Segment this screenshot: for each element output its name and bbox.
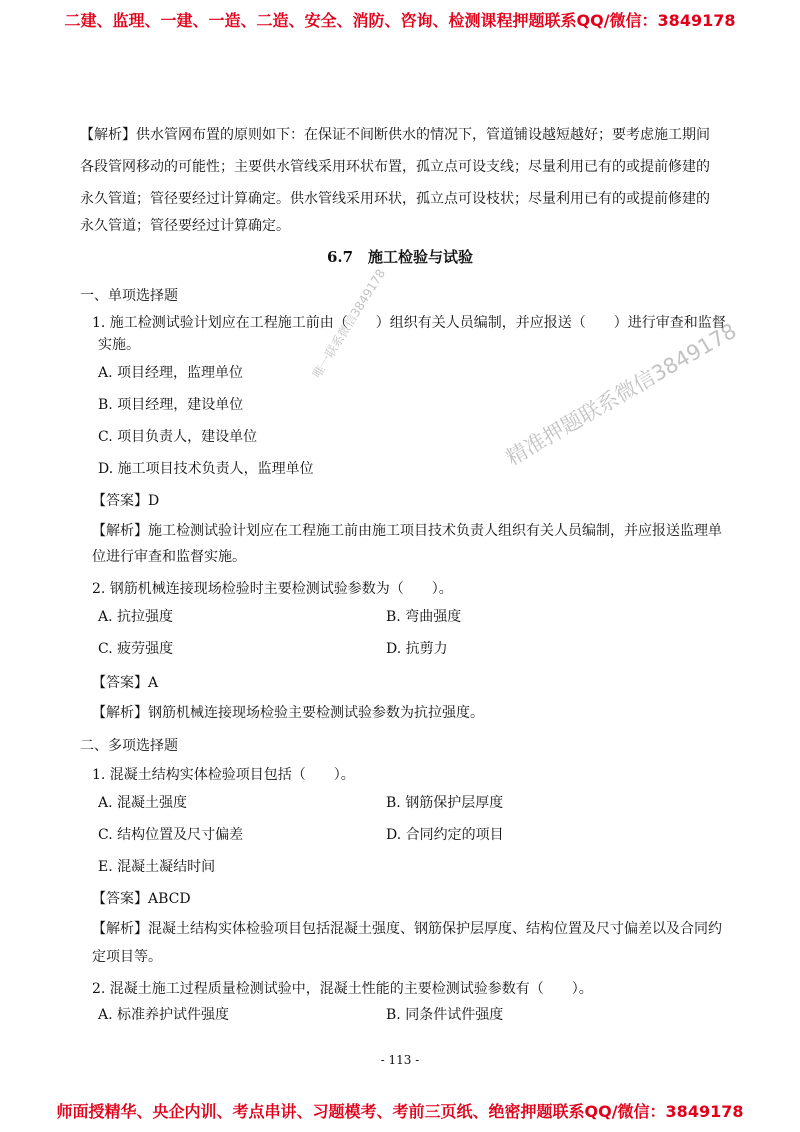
question-stem: 2. 钢筋机械连接现场检验时主要检测试验参数为（ ）。	[92, 581, 453, 597]
option-b: B. 弯曲强度	[386, 609, 462, 625]
analysis: 【解析】混凝土结构实体检验项目包括混凝土强度、钢筋保护层厚度、结构位置及尺寸偏差以及合同约	[92, 921, 722, 937]
intro-analysis-line: 各段管网移动的可能性；主要供水管线采用环状布置，孤立点可设支线；尽量利用已有的或提前修建的	[80, 159, 710, 175]
footer-banner: 师面授精华、央企内训、考点串讲、习题模考、考前三页纸、绝密押题联系QQ/微信：3849178	[56, 1102, 744, 1121]
intro-analysis-line: 【解析】供水管网布置的原则如下：在保证不间断供水的情况下，管道铺设越短越好；要考虑施工期间	[80, 127, 710, 143]
answer: 【答案】D	[92, 493, 160, 509]
option-b: B. 项目经理，建设单位	[98, 397, 244, 413]
analysis: 【解析】施工检测试验计划应在工程施工前由施工项目技术负责人组织有关人员编制，并应报送监理单	[92, 523, 722, 539]
option-b: B. 钢筋保护层厚度	[386, 795, 504, 811]
watermark-large: 精准押题联系微信3849178	[502, 318, 741, 471]
option-d: D. 合同约定的项目	[386, 827, 504, 843]
option-c: C. 疲劳强度	[98, 641, 174, 657]
option-c: C. 项目负责人，建设单位	[98, 429, 258, 445]
option-a: A. 混凝土强度	[98, 795, 188, 811]
analysis: 定项目等。	[92, 949, 162, 965]
analysis: 【解析】钢筋机械连接现场检验主要检测试验参数为抗拉强度。	[92, 705, 484, 721]
option-a: A. 抗拉强度	[98, 609, 174, 625]
watermark-small: 唯一联系微信3849178	[309, 266, 389, 381]
section-title: 6.7 施工检验与试验	[326, 248, 474, 266]
option-c: C. 结构位置及尺寸偏差	[98, 827, 244, 843]
intro-analysis-line: 永久管道；管径要经过计算确定。供水管线采用环状，孤立点可设枝状；尽量利用已有的或提前修建的	[80, 191, 710, 207]
answer: 【答案】A	[92, 675, 159, 691]
option-a: A. 标准养护试件强度	[98, 1007, 230, 1023]
analysis: 位进行审查和监督实施。	[92, 549, 246, 565]
intro-analysis-line: 永久管道；管径要经过计算确定。	[80, 218, 290, 234]
option-d: D. 施工项目技术负责人，监理单位	[98, 461, 314, 477]
single-choice-heading: 一、单项选择题	[80, 288, 178, 304]
option-d: D. 抗剪力	[386, 641, 448, 657]
answer: 【答案】ABCD	[92, 891, 191, 907]
question-stem: 实施。	[98, 337, 140, 353]
multiple-choice-heading: 二、多项选择题	[80, 738, 178, 754]
question-stem: 1. 混凝土结构实体检验项目包括（ ）。	[92, 767, 355, 783]
question-stem: 2. 混凝土施工过程质量检测试验中，混凝土性能的主要检测试验参数有（ ）。	[92, 981, 593, 997]
option-e: E. 混凝土凝结时间	[98, 859, 216, 875]
header-banner: 二建、监理、一建、一造、二造、安全、消防、咨询、检测课程押题联系QQ/微信：3849178	[64, 11, 736, 30]
option-a: A. 项目经理，监理单位	[98, 365, 244, 381]
question-stem: 1. 施工检测试验计划应在工程施工前由（ ）组织有关人员编制，并应报送（ ）进行审查和监督	[92, 315, 726, 331]
option-b: B. 同条件试件强度	[386, 1007, 504, 1023]
page-number: - 113 -	[380, 1053, 420, 1067]
